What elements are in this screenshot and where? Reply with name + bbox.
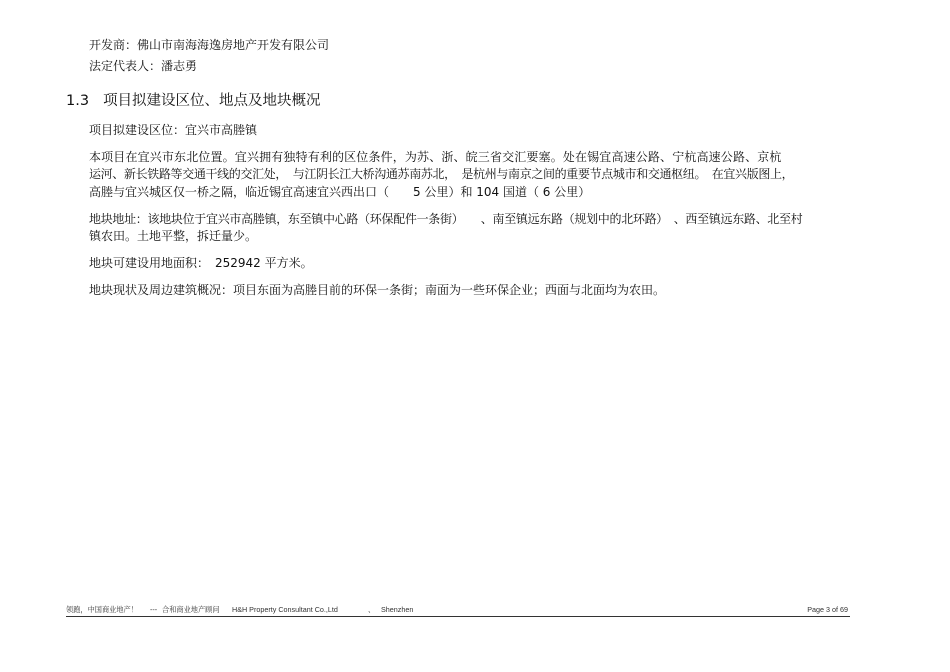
intro-line-1: 本项目在宜兴市东北位置。宜兴拥有独特有利的区位条件，为苏、浙、皖三省交汇要塞。处在锡宜高速公路、宁杭高速公路、京杭 [89, 150, 782, 164]
address-line-2: 镇农田。土地平整，拆迁量少。 [89, 229, 258, 243]
footer-company-en: H&H Property Consultant Co.,Ltd [232, 605, 338, 614]
surroundings-line: 地块现状及周边建筑概况：项目东面为高塍目前的环保一条街；南面为一些环保企业；西面与北面均为农田。 [89, 283, 666, 297]
project-location-line: 项目拟建设区位：宜兴市高塍镇 [89, 123, 258, 137]
footer-separator: --- [150, 605, 158, 614]
section-title: 项目拟建设区位、地点及地块概况 [103, 93, 321, 109]
legal-representative-line: 法定代表人：潘志勇 [89, 59, 198, 73]
developer-company-line: 开发商：佛山市南海海逸房地产开发有限公司 [89, 38, 330, 52]
section-heading [66, 92, 321, 110]
footer-separator-2: 、 [368, 605, 376, 614]
address-line-1: 地块地址：该地块位于宜兴市高塍镇，东至镇中心路（环保配件一条街） 、南至镇远东路（规划中的北环路） 、西至镇远东路、北至村 [89, 212, 803, 226]
section-number: 1.3 [66, 93, 90, 109]
footer-company-cn: 合和商业地产顾问 [162, 605, 220, 614]
footer-city: Shenzhen [381, 605, 414, 614]
footer-page-number: Page 3 of 69 [807, 605, 848, 614]
page-footer [66, 604, 850, 617]
footer-slogan: 领跑，中国商业地产！ [66, 605, 138, 614]
intro-line-2: 运河、新长铁路等交通干线的交汇处， 与江阴长江大桥沟通苏南苏北， 是杭州与南京之间的重要节点城市和交通枢纽。 在宜兴版图上， [89, 167, 794, 181]
intro-line-3: 高塍与宜兴城区仅一桥之隔，临近锡宜高速宜兴西出口（ 5 公里）和 104 国道（ 6 公里） [89, 185, 591, 199]
buildable-area-line: 地块可建设用地面积： 252942 平方米。 [89, 256, 313, 270]
